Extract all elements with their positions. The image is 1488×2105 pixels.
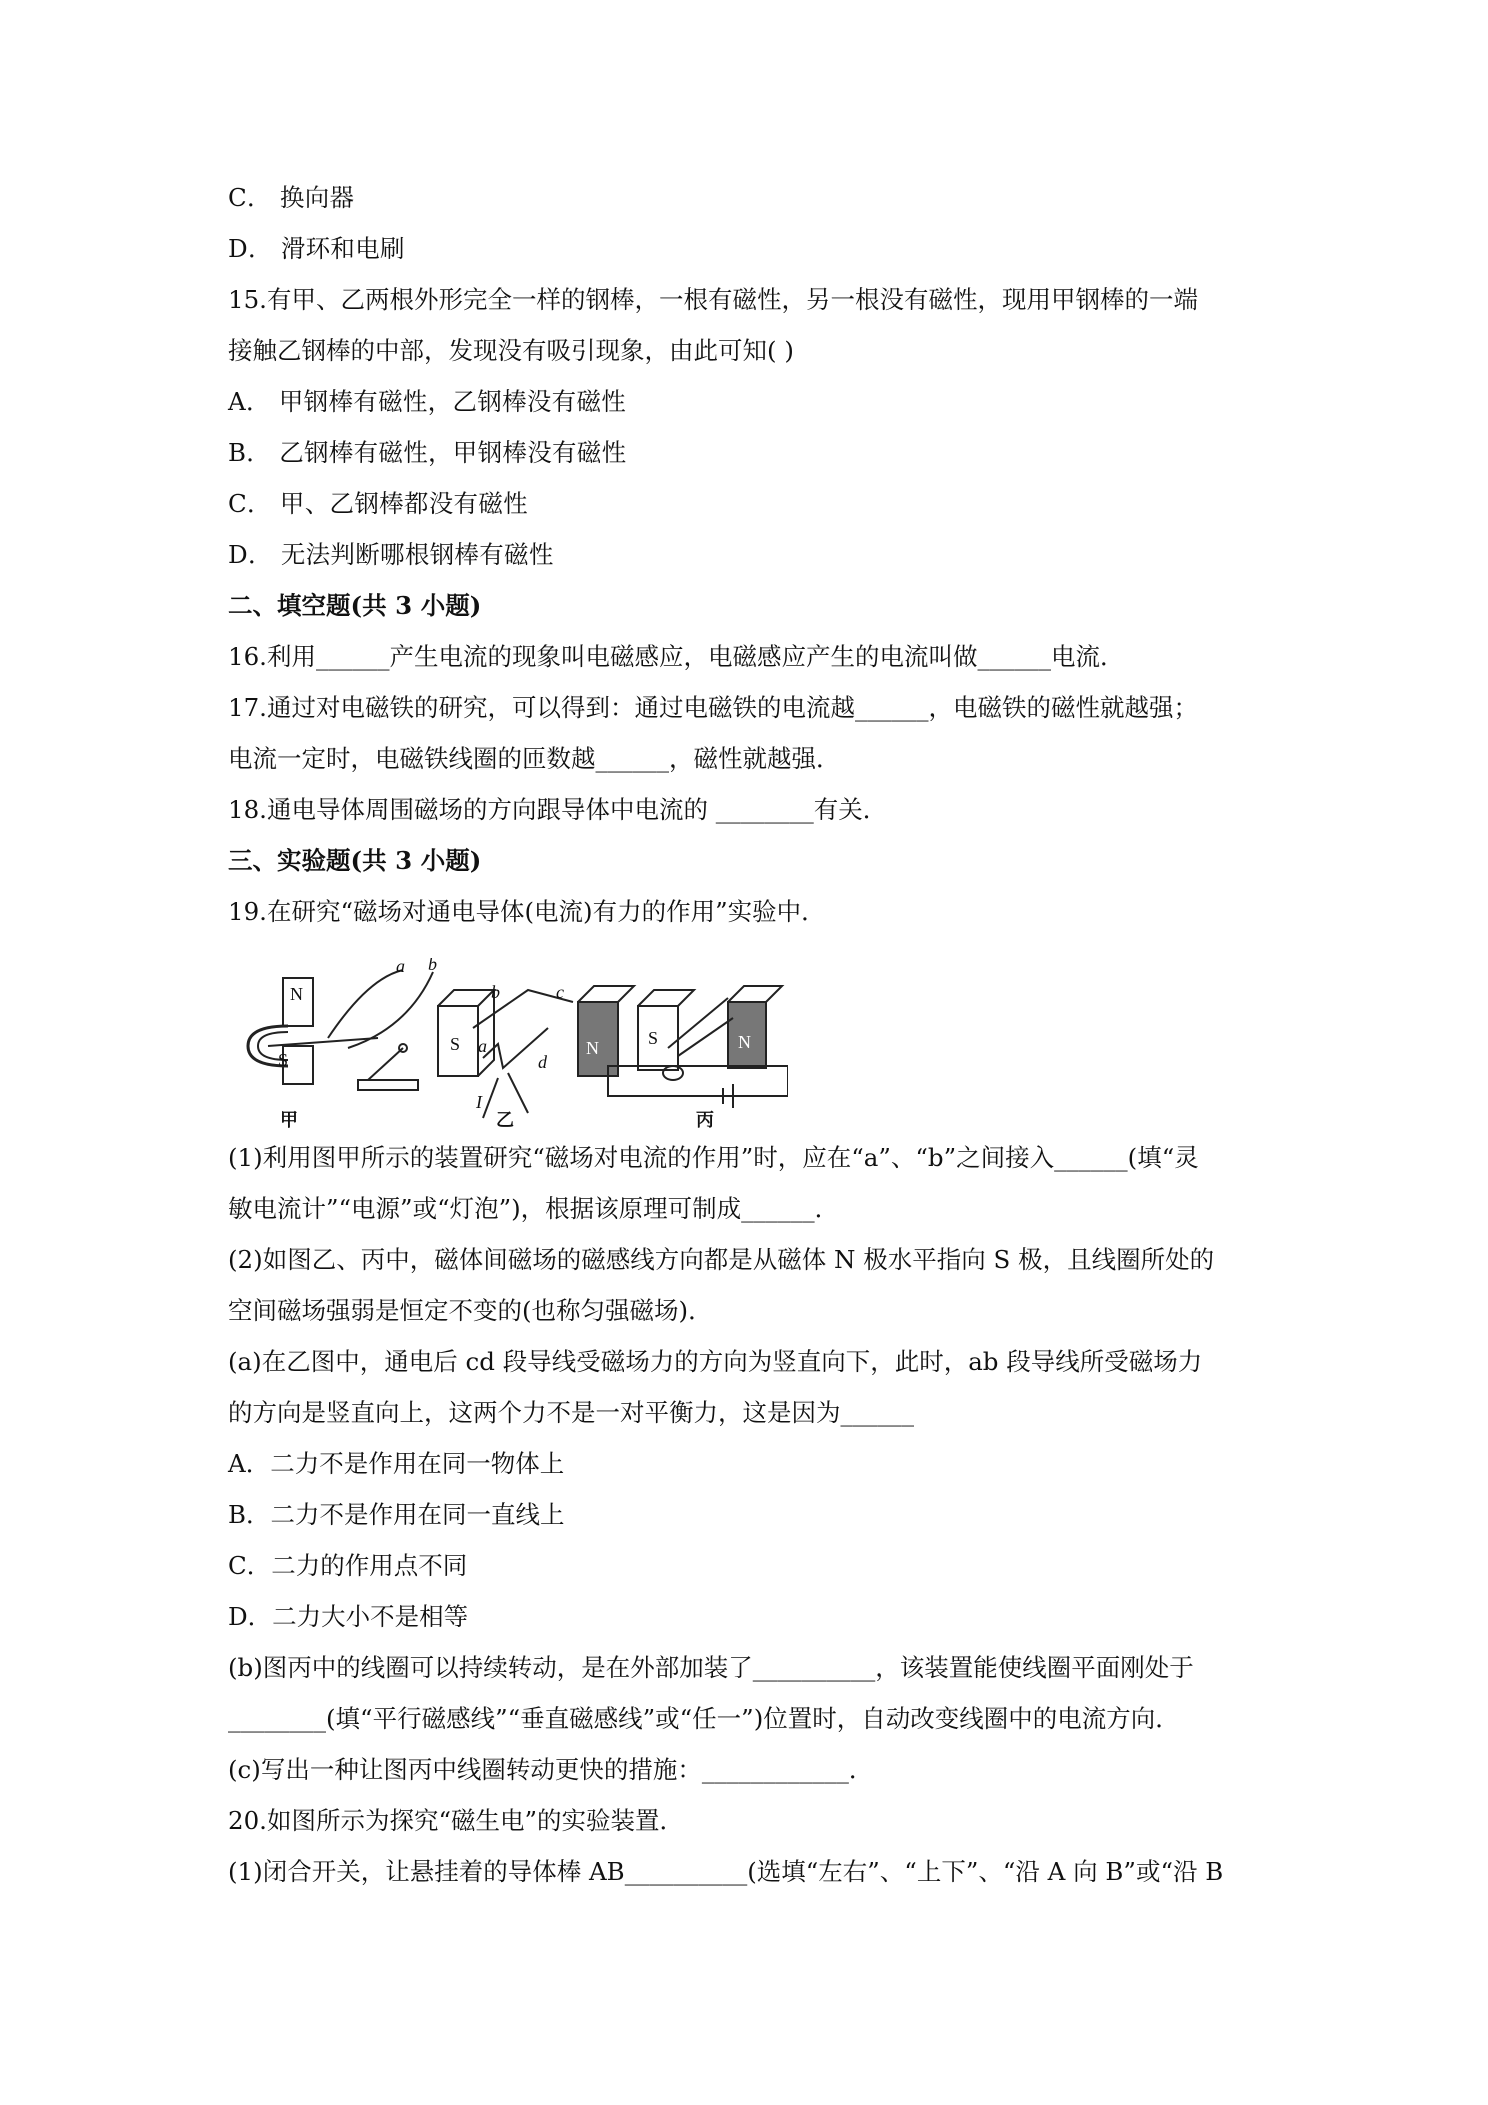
q19-b-line-2: ________(填“平行磁感线”“垂直磁感线”或“任一”)位置时，自动改变线圈中的电流方向． — [228, 1704, 1180, 1733]
option-a-15: A． 甲钢棒有磁性，乙钢棒没有磁性 — [228, 387, 627, 416]
section-fill-blank: 二、填空题(共 3 小题) — [228, 591, 482, 620]
figure-illustration — [228, 958, 788, 1128]
q20-part1: (1)闭合开关，让悬挂着的导体棒 AB__________(选填“左右”、“上下”、“沿 A 向 B”或“沿 B — [228, 1857, 1224, 1886]
question-20-intro: 20.如图所示为探究“磁生电”的实验装置． — [228, 1806, 685, 1835]
question-17-line-1: 17.通过对电磁铁的研究，可以得到：通过电磁铁的电流越______，电磁铁的磁性就越强； — [228, 693, 1198, 722]
label-c-yi: c — [556, 982, 564, 1002]
label-s-jia: S — [278, 1050, 289, 1070]
q19-part2-line-1: (2)如图乙、丙中，磁体间磁场的磁感线方向都是从磁体 N 极水平指向 S 极，且线圈所处的 — [228, 1245, 1215, 1274]
label-current-yi: I — [476, 1092, 482, 1112]
q19-part1-line-1: (1)利用图甲所示的装置研究“磁场对电流的作用”时，应在“a”、“b”之间接入______(填“灵 — [228, 1143, 1199, 1172]
label-b-jia: b — [428, 958, 437, 974]
question-17-line-2: 电流一定时，电磁铁线圈的匝数越______，磁性就越强． — [228, 744, 841, 773]
option-c-15: C． 甲、乙钢棒都没有磁性 — [228, 489, 528, 518]
q19-c: (c)写出一种让图丙中线圈转动更快的措施：____________． — [228, 1755, 874, 1784]
caption-jia: 甲 — [280, 1110, 298, 1128]
figure-jia-apparatus — [248, 970, 433, 1090]
label-s-bing: S — [648, 1028, 659, 1048]
experiment-figure — [228, 958, 788, 1128]
label-n-yi: N — [586, 1038, 599, 1058]
label-s-yi: S — [450, 1034, 461, 1054]
label-b-yi: b — [491, 982, 500, 1002]
option-c-14: C． 换向器 — [228, 183, 355, 212]
figure-bing-apparatus — [608, 986, 788, 1108]
question-15-line-2: 接触乙钢棒的中部，发现没有吸引现象，由此可知( ) — [228, 336, 794, 365]
label-a-jia: a — [396, 958, 405, 976]
q19-option-a: A．二力不是作用在同一物体上 — [228, 1449, 565, 1478]
option-b-15: B． 乙钢棒有磁性，甲钢棒没有磁性 — [228, 438, 627, 467]
figure-yi-apparatus — [438, 986, 634, 1118]
option-d-14: D． 滑环和电刷 — [228, 234, 405, 263]
q19-option-c: C．二力的作用点不同 — [228, 1551, 468, 1580]
label-a-yi: a — [478, 1036, 487, 1056]
question-18: 18.通电导体周围磁场的方向跟导体中电流的 ________有关． — [228, 795, 888, 824]
label-n-jia: N — [290, 984, 303, 1004]
q19-part1-line-2: 敏电流计”“电源”或“灯泡”)，根据该原理可制成______． — [228, 1194, 840, 1223]
option-d-15: D． 无法判断哪根钢棒有磁性 — [228, 540, 554, 569]
section-experiment: 三、实验题(共 3 小题) — [228, 846, 482, 875]
q19-a-line-2: 的方向是竖直向上，这两个力不是一对平衡力，这是因为______ — [228, 1398, 914, 1427]
q19-part2-line-2: 空间磁场强弱是恒定不变的(也称匀强磁场)． — [228, 1296, 713, 1325]
q19-a-line-1: (a)在乙图中，通电后 cd 段导线受磁场力的方向为竖直向下，此时，ab 段导线所受磁场力 — [228, 1347, 1203, 1376]
label-n-bing: N — [738, 1032, 751, 1052]
q19-option-d: D．二力大小不是相等 — [228, 1602, 469, 1631]
q19-b-line-1: (b)图丙中的线圈可以持续转动，是在外部加装了__________，该装置能使线圈平面刚处于 — [228, 1653, 1194, 1682]
caption-yi: 乙 — [496, 1110, 514, 1128]
question-15-line-1: 15.有甲、乙两根外形完全一样的钢棒，一根有磁性，另一根没有磁性，现用甲钢棒的一端 — [228, 285, 1198, 314]
question-16: 16.利用______产生电流的现象叫电磁感应，电磁感应产生的电流叫做______电流． — [228, 642, 1125, 671]
label-d-yi: d — [538, 1052, 547, 1072]
question-19-intro: 19.在研究“磁场对通电导体(电流)有力的作用”实验中． — [228, 897, 826, 926]
caption-bing: 丙 — [696, 1110, 714, 1128]
q19-option-b: B．二力不是作用在同一直线上 — [228, 1500, 565, 1529]
